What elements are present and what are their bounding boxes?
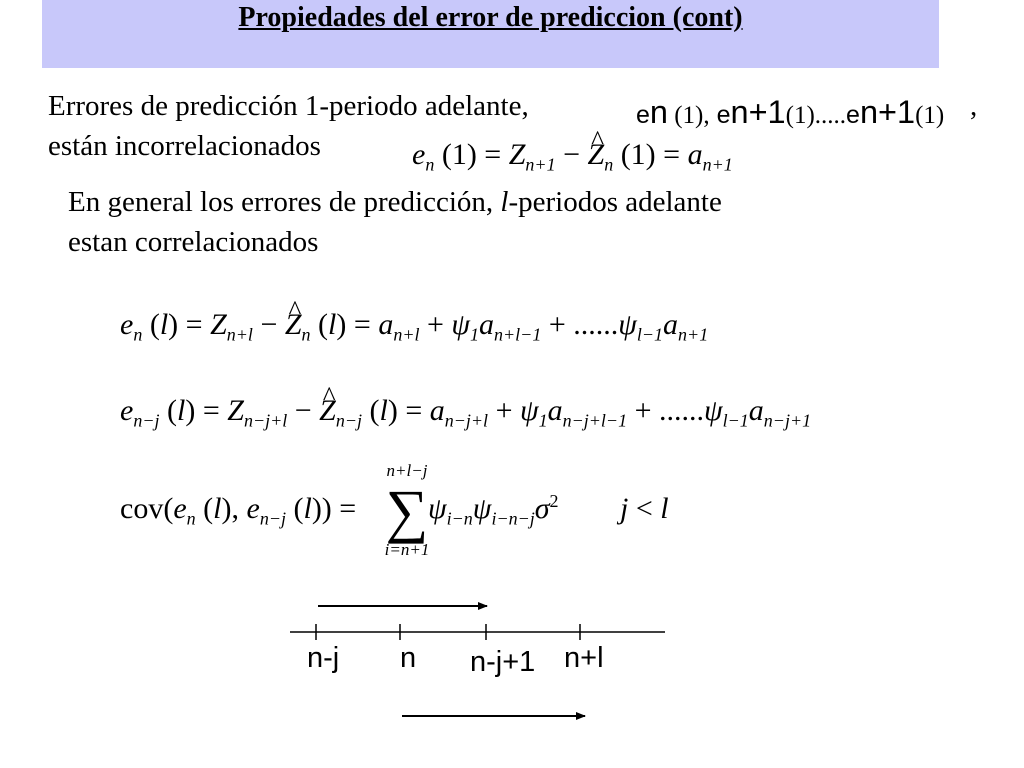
summation-symbol: n+l−j ∑ i=n+1: [367, 462, 447, 559]
text-para-2-part-b: -periodos adelante: [508, 186, 722, 218]
text-line-2: están incorrelacionados: [48, 130, 321, 162]
timeline-label-n-l: n+l: [564, 642, 604, 674]
formula-error-sequence: en (1), en+1(1).....en+1(1): [636, 94, 945, 130]
text-para-2-line-2: estan correlacionados: [68, 226, 319, 258]
timeline-label-n-j: n-j: [307, 642, 340, 674]
formula-covariance-lhs: $cov(e_n$ (l), $e_{n-j}$ (l)) =: [120, 492, 357, 529]
formula-covariance-condition: j < l: [620, 492, 669, 525]
timeline-label-n: n: [400, 642, 417, 674]
text-para-2-part-a: En general los errores de predicción,: [68, 186, 501, 218]
formula-covariance-rhs: $\psi_{i-n}\psi_{i-n-j}\sigma^2$: [428, 491, 559, 529]
formula-l-step-error: $e_n$ $(l) = Z_{n+l}$ − ^ $Z_n$ $(l) = a_{n+l} + \psi_1a_{n+l-1} + ......\psi_{l-1}a_{n+1}$: [120, 310, 708, 340]
formula-one-step-error: $e_n$ $(1) = Z_{n+1}$ − ^ $Z_n$ $(1) = a_{n+1}$: [412, 140, 733, 170]
slide-title: Propiedades del error de prediccion (cont): [238, 2, 743, 33]
timeline-label-n-j-1: n-j+1: [470, 646, 536, 678]
summation-upper-limit: n+l−j: [386, 461, 428, 480]
text-line-1-comma: ,: [970, 90, 978, 122]
summation-lower-limit: i=n+1: [384, 539, 430, 559]
text-para-2-l: l: [500, 186, 509, 218]
formula-lagged-error: $e_{n-j}$ $(l) = Z_{n-j+l}$ − ^ $Z_{n-j}$ $(l) = a_{n-j+l} + \psi_1a_{n-j+l-1} + ......\psi_{l-1}a_{n-j+1}$: [120, 396, 811, 426]
text-line-1: Errores de predicción 1-periodo adelante,: [48, 90, 529, 122]
